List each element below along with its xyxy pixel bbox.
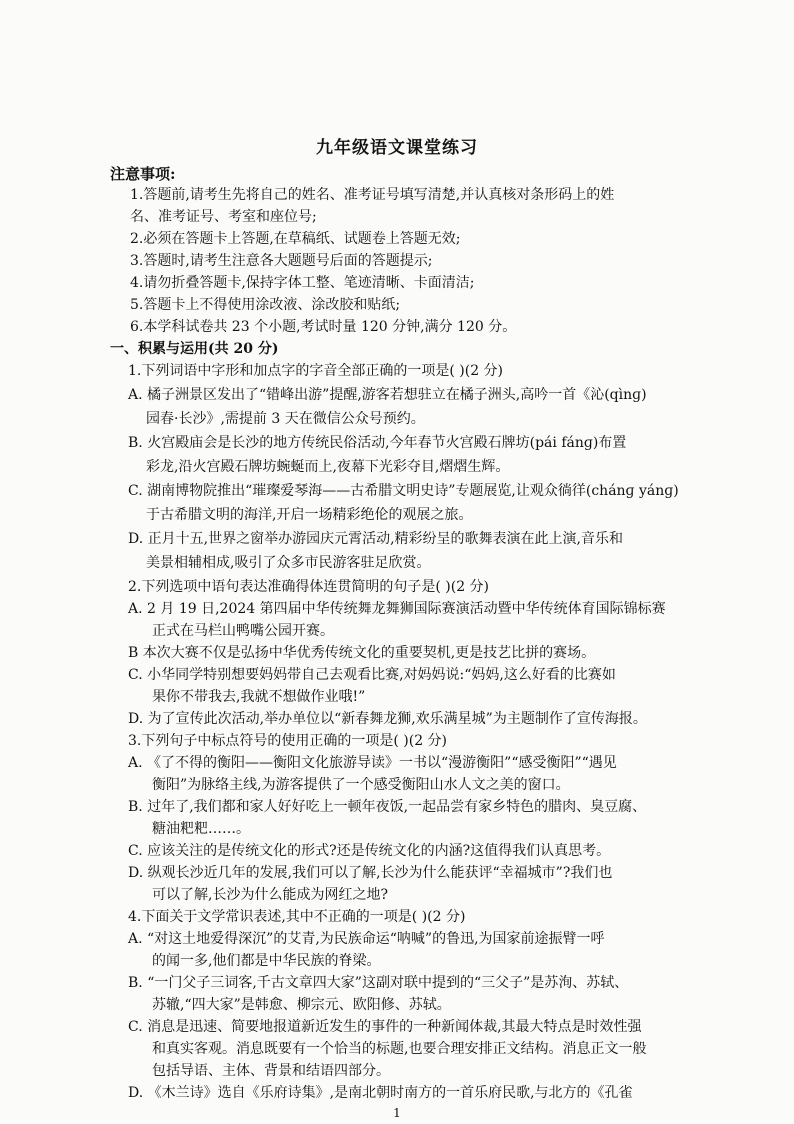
option-line: 衡阳”为脉络主线,为游客提供了一个感受衡阳山水人文之美的窗口。 (152, 777, 570, 793)
option-line: D. 《木兰诗》选自《乐府诗集》,是南北朝时南方的一首乐府民歌,与北方的《孔雀 (128, 1085, 633, 1101)
option-line: C. 湖南博物院推出“璀璨爱琴海——古希腊文明史诗”专题展览,让观众徜徉(chánɡ yánɡ) (128, 483, 679, 499)
option-line: 糖油粑粑……。 (152, 821, 250, 837)
question-stem: 2.下列选项中语句表达准确得体连贯简明的句子是( )(2 分) (128, 579, 490, 595)
option-line: B 本次大赛不仅是弘扬中华优秀传统文化的重要契机,更是技艺比拼的赛场。 (128, 645, 596, 661)
option-line: B. 火宫殿庙会是长沙的地方传统民俗活动,今年春节火宫殿石牌坊(pái fánɡ)布置 (128, 435, 627, 451)
notice-line: 4.请勿折叠答题卡,保持字体工整、笔迹清晰、卡面清洁; (130, 275, 475, 291)
notice-line: 5.答题卡上不得使用涂改液、涂改胶和贴纸; (130, 297, 401, 313)
option-line: 正式在马栏山鸭嘴公园开赛。 (152, 623, 334, 639)
notice-line: 3.答题时,请考生注意各大题题号后面的答题提示; (130, 253, 433, 269)
question-stem: 1.下列词语中字形和加点字的字音全部正确的一项是( )(2 分) (128, 363, 504, 379)
option-line: 的闻一多,他们都是中华民族的脊梁。 (152, 953, 381, 969)
notice-line: 1.答题前,请考生先将自己的姓名、准考证号填写清楚,并认真核对条形码上的姓 (130, 187, 615, 203)
option-line: A. 《了不得的衡阳——衡阳文化旅游导读》一书以“漫游衡阳”“感受衡阳”“遇见 (128, 755, 617, 771)
option-line: 和真实客观。消息既要有一个恰当的标题,也要合理安排正文结构。消息正文一般 (152, 1041, 647, 1057)
option-line: 可以了解,长沙为什么能成为网红之地? (152, 887, 388, 903)
notice-heading: 注意事项: (110, 165, 176, 183)
option-line: D. 正月十五,世界之窗举办游园庆元霄活动,精彩纷呈的歌舞表演在此上演,音乐和 (128, 531, 623, 547)
option-line: C. 小华同学特别想要妈妈带自己去观看比赛,对妈妈说:“妈妈,这么好看的比赛如 (128, 667, 616, 683)
page-title: 九年级语文课堂练习 (316, 138, 478, 158)
notice-line: 6.本学科试卷共 23 个小题,考试时量 120 分钟,满分 120 分。 (130, 319, 517, 335)
question-stem: 4.下面关于文学常识表述,其中不正确的一项是( )(2 分) (128, 909, 466, 925)
question-stem: 3.下列句子中标点符号的使用正确的一项是( )(2 分) (128, 733, 448, 749)
option-line: 包括导语、主体、背景和结语四部分。 (152, 1063, 390, 1079)
option-line: D. 为了宣传此次活动,举办单位以“新春舞龙狮,欢乐满星城”为主题制作了宣传海报。 (128, 711, 647, 727)
notice-line: 2.必须在答题卡上答题,在草稿纸、试题卷上答题无效; (130, 231, 461, 247)
option-line: C. 应该关注的是传统文化的形式?还是传统文化的内涵?这值得我们认真思考。 (128, 843, 611, 859)
option-line: 苏辙,“四大家”是韩愈、柳宗元、欧阳修、苏轼。 (152, 997, 451, 1013)
page-number: 1 (393, 1106, 401, 1120)
option-line: 美景相辅相成,吸引了众多市民游客驻足欣赏。 (146, 555, 431, 571)
option-line: A. 橘子洲景区发出了“错峰出游”提醒,游客若想驻立在橘子洲头,高吟一首《沁(qìnɡ) (128, 387, 647, 403)
option-line: D. 纵观长沙近几年的发展,我们可以了解,长沙为什么能获评“幸福城市”?我们也 (128, 865, 613, 881)
option-line: 园春·长沙》,需提前 3 天在微信公众号预约。 (146, 411, 425, 427)
section-heading: 一、积累与运用(共 20 分) (110, 341, 279, 357)
option-line: B. 过年了,我们都和家人好好吃上一顿年夜饭,一起品尝有家乡特色的腊肉、臭豆腐、 (128, 799, 647, 815)
option-line: C. 消息是迅速、简要地报道新近发生的事件的一种新闻体裁,其最大特点是时效性强 (128, 1019, 642, 1035)
option-line: 果你不带我去,我就不想做作业哦!” (152, 689, 366, 705)
option-line: 于古希腊文明的海洋,开启一场精彩绝伦的观展之旅。 (146, 507, 473, 523)
option-line: 彩龙,沿火宫殿石牌坊蜿蜒而上,夜幕下光彩夺目,熠熠生辉。 (146, 459, 510, 475)
notice-line: 名、准考证号、考室和座位号; (130, 209, 317, 225)
option-line: A. 2 月 19 日,2024 第四届中华传统舞龙舞狮国际赛演活动暨中华传统体育国际锦标赛 (128, 601, 666, 617)
option-line: A. “对这土地爱得深沉”的艾青,为民族命运“呐喊”的鲁迅,为国家前途振臂一呼 (128, 931, 605, 947)
option-line: B. “一门父子三词客,千古文章四大家”这副对联中提到的“三父子”是苏洵、苏轼、 (128, 975, 629, 991)
